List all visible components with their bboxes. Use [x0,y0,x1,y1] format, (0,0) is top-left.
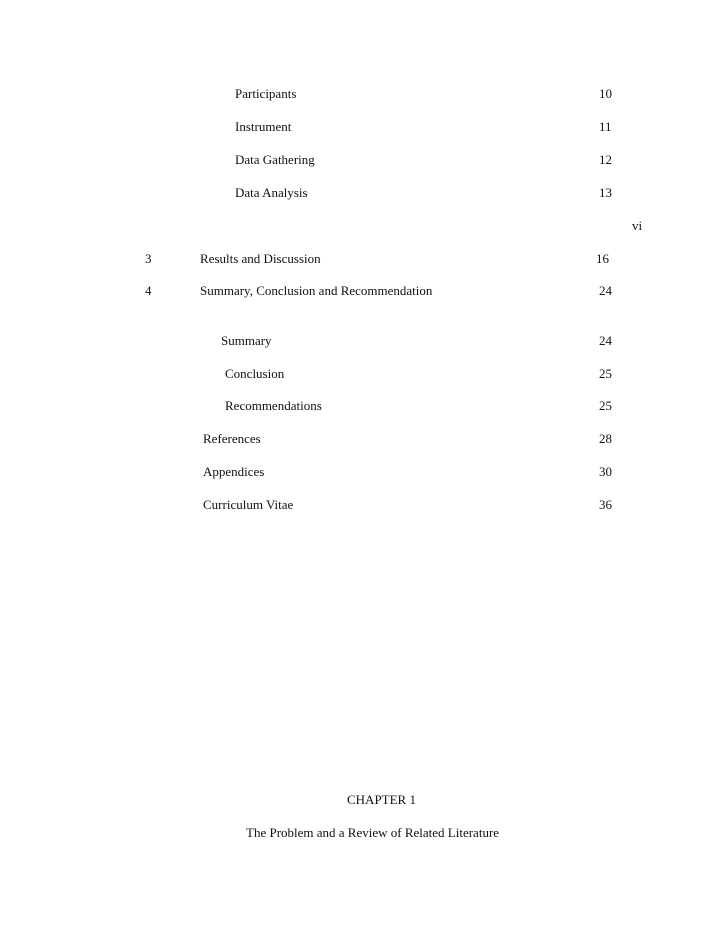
chapter-title-4: Summary, Conclusion and Recommendation [200,283,433,298]
toc-page-data-analysis: 13 [599,185,612,200]
chapter-heading-title: The Problem and a Review of Related Literature [246,825,500,840]
toc-label-conclusion: Conclusion [225,366,285,381]
toc-page-instrument: 11 [599,119,612,134]
toc-page-summary: 24 [599,333,612,348]
toc-page-recommendations: 25 [599,398,612,413]
page-number: vi [632,218,643,233]
chapter-number-4: 4 [145,283,152,298]
toc-page-appendices: 30 [599,464,612,479]
chapter-heading-label: CHAPTER 1 [347,792,416,807]
toc-label-recommendations: Recommendations [225,398,322,413]
toc-page-participants: 10 [599,86,612,101]
toc-page-references: 28 [599,431,612,446]
chapter-page-4: 24 [599,283,612,298]
chapter-number-3: 3 [145,251,152,266]
toc-page-curriculum-vitae: 36 [599,497,612,512]
toc-page-data-gathering: 12 [599,152,612,167]
toc-label-appendices: Appendices [203,464,265,479]
chapter-page-3: 16 [596,251,609,266]
toc-label-data-gathering: Data Gathering [235,152,315,167]
toc-label-participants: Participants [235,86,297,101]
toc-label-data-analysis: Data Analysis [235,185,308,200]
toc-label-references: References [203,431,261,446]
toc-page-conclusion: 25 [599,366,612,381]
toc-label-curriculum-vitae: Curriculum Vitae [203,497,294,512]
toc-label-instrument: Instrument [235,119,292,134]
chapter-title-3: Results and Discussion [200,251,321,266]
toc-label-summary: Summary [221,333,272,348]
